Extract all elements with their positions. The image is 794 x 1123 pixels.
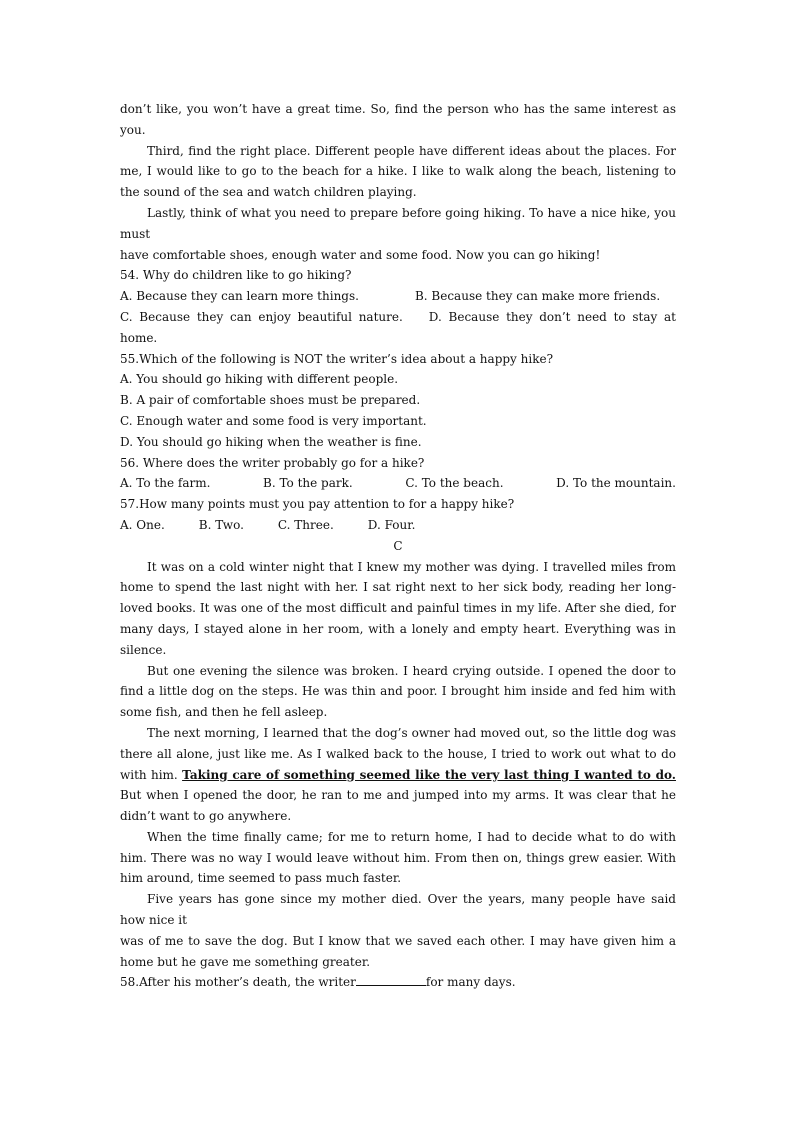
passage-paragraph: It was on a cold winter night that I knew my mother was dying. I travelled miles from home to spend the last night with her. I sat right next to her sick body, reading her long-loved books. It was one of the most difficult and painful times in my life. After she died, for many days, I stayed alone in her room, with a lonely and empty heart. Everything was in silence. (120, 559, 676, 657)
question-54-options-cd (120, 307, 676, 349)
section-c-label: C (393, 538, 403, 553)
option-d: D. Because they don’t need to stay at home. (120, 309, 677, 345)
option-c: C. Enough water and some food is very important. (120, 413, 427, 428)
question-57-options (120, 515, 676, 536)
option-b: B. To the park. (263, 476, 353, 491)
question-56-stem: 56. Where does the writer probably go for a hike? (120, 455, 425, 470)
passage-paragraph (120, 723, 676, 827)
paragraph-text: The next morning, I learned that the dog’s owner had moved out, so the little dog was there all alone, just like me. As I walked back to the house, I tried to work out what to do with him. (120, 725, 676, 782)
answer-blank[interactable] (356, 973, 426, 986)
stem-text: 58.After his mother’s death, the writer (120, 975, 356, 990)
option-b: B. Because they can make more friends. (414, 289, 661, 304)
option-b: B. A pair of comfortable shoes must be prepared. (120, 393, 421, 408)
stem-text: for many days. (425, 975, 516, 990)
option-b: B. Two. (198, 517, 244, 532)
passage-paragraph: don’t like, you won’t have a great time. So, find the person who has the same interest as you. (120, 102, 676, 137)
option-a: A. One. (120, 517, 165, 532)
option-a: A. Because they can learn more things. (120, 289, 359, 304)
option-d: D. Four. (367, 517, 416, 532)
question-54-stem: 54. Why do children like to go hiking? (120, 268, 352, 283)
option-c: C. To the beach. (405, 476, 504, 491)
question-56-options (120, 473, 676, 494)
passage-paragraph: Five years has gone since my mother died. Over the years, many people have said how nice it (120, 892, 676, 928)
question-55-stem: 55.Which of the following is NOT the writer’s idea about a happy hike? (120, 351, 554, 366)
option-d: D. To the mountain. (556, 476, 676, 491)
option-c: C. Three. (277, 517, 334, 532)
passage-paragraph: have comfortable shoes, enough water and some food. Now you can go hiking! (120, 247, 601, 262)
option-a: A. You should go hiking with different people. (120, 372, 399, 387)
exam-page (120, 99, 676, 993)
paragraph-text: But when I opened the door, he ran to me and jumped into my arms. It was clear that he didn’t want to go anywhere. (120, 788, 676, 824)
underlined-sentence: Taking care of something seemed like the very last thing I wanted to do. (182, 767, 676, 782)
passage-paragraph: Third, find the right place. Different people have different ideas about the places. For me, I would like to go to the beach for a hike. I like to walk along the beach, listening to the sound of the sea and watch children playing. (120, 143, 676, 200)
option-d: D. You should go hiking when the weather is fine. (120, 434, 422, 449)
option-c: C. Because they can enjoy beautiful nature. (120, 309, 403, 324)
passage-paragraph: But one evening the silence was broken. I heard crying outside. I opened the door to find a little dog on the steps. He was thin and poor. I brought him inside and fed him with some fish, and then he fell asleep. (120, 663, 676, 720)
question-54-options-ab (120, 286, 676, 307)
passage-paragraph: was of me to save the dog. But I know that we saved each other. I may have given him a home but he gave me something greater. (120, 933, 676, 969)
question-57-stem: 57.How many points must you pay attention to for a happy hike? (120, 497, 515, 512)
question-58-stem (120, 972, 676, 993)
passage-paragraph: Lastly, think of what you need to prepare before going hiking. To have a nice hike, you must (120, 205, 676, 241)
option-a: A. To the farm. (120, 476, 211, 491)
passage-paragraph: When the time finally came; for me to return home, I had to decide what to do with him. There was no way I would leave without him. From then on, things grew easier. With him around, time seemed to pass much faster. (120, 829, 676, 886)
